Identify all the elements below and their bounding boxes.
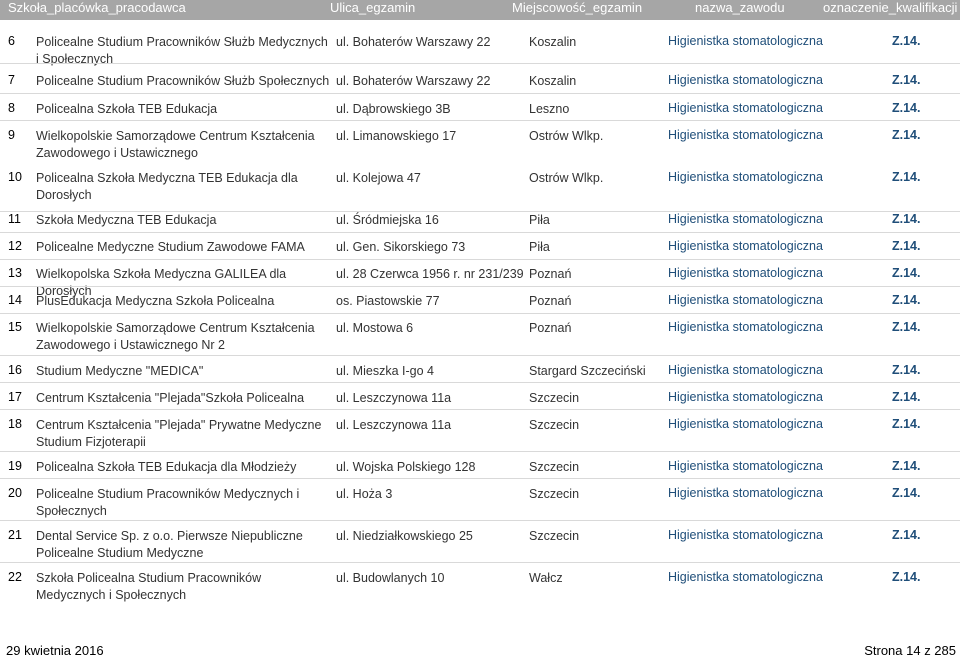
- profession-name: Higienistka stomatologiczna: [668, 570, 823, 584]
- row-number: 22: [8, 570, 22, 584]
- qualification-code: Z.14.: [892, 486, 921, 500]
- qualification-code: Z.14.: [892, 101, 921, 115]
- qualification-code: Z.14.: [892, 293, 921, 307]
- exam-city: Szczecin: [529, 487, 580, 501]
- exam-street: ul. Śródmiejska 16: [336, 213, 439, 227]
- row-number: 21: [8, 528, 22, 542]
- header-profession: nazwa_zawodu: [695, 0, 785, 15]
- school-name: Centrum Kształcenia "Plejada" Prywatne Medyczne Studium Fizjoterapii: [36, 418, 322, 449]
- qualification-code: Z.14.: [892, 212, 921, 226]
- exam-street: ul. Dąbrowskiego 3B: [336, 102, 451, 116]
- exam-city: Koszalin: [529, 35, 577, 49]
- profession-name: Higienistka stomatologiczna: [668, 459, 823, 473]
- profession-name: Higienistka stomatologiczna: [668, 212, 823, 226]
- school-name: Policealne Studium Pracowników Służb Medycznych i Społecznych: [36, 35, 328, 66]
- exam-street: ul. Mieszka I-go 4: [336, 364, 434, 378]
- row-number: 15: [8, 320, 22, 334]
- row-divider: [0, 286, 960, 287]
- exam-street: ul. Bohaterów Warszawy 22: [336, 74, 491, 88]
- school-name: Policealne Studium Pracowników Służb Społecznych: [36, 74, 330, 88]
- profession-name: Higienistka stomatologiczna: [668, 101, 823, 115]
- row-divider: [0, 63, 960, 64]
- qualification-code: Z.14.: [892, 363, 921, 377]
- qualification-code: Z.14.: [892, 128, 921, 142]
- exam-city: Piła: [529, 213, 550, 227]
- exam-street: ul. Budowlanych 10: [336, 571, 445, 585]
- qualification-code: Z.14.: [892, 390, 921, 404]
- school-name: Wielkopolskie Samorządowe Centrum Kształcenia Zawodowego i Ustawicznego: [36, 129, 315, 160]
- exam-city: Ostrów Wlkp.: [529, 129, 604, 143]
- exam-street: ul. Bohaterów Warszawy 22: [336, 35, 491, 49]
- qualification-code: Z.14.: [892, 266, 921, 280]
- profession-name: Higienistka stomatologiczna: [668, 417, 823, 431]
- exam-city: Ostrów Wlkp.: [529, 171, 604, 185]
- exam-city: Stargard Szczeciński: [529, 364, 646, 378]
- school-name: Szkoła Policealna Studium Pracowników Medycznych i Społecznych: [36, 571, 262, 602]
- school-name: Policealne Medyczne Studium Zawodowe FAMA: [36, 240, 305, 254]
- row-number: 18: [8, 417, 22, 431]
- profession-name: Higienistka stomatologiczna: [668, 170, 823, 184]
- school-name: Wielkopolska Szkoła Medyczna GALILEA dla Dorosłych: [36, 267, 287, 298]
- row-divider: [0, 451, 960, 452]
- row-number: 11: [8, 212, 21, 226]
- exam-city: Poznań: [529, 294, 572, 308]
- exam-street: ul. Mostowa 6: [336, 321, 414, 335]
- row-divider: [0, 232, 960, 233]
- school-name: Policealna Szkoła TEB Edukacja dla Młodzieży: [36, 460, 297, 474]
- exam-city: Szczecin: [529, 460, 580, 474]
- school-name: Policealne Studium Pracowników Medycznych i Społecznych: [36, 487, 300, 518]
- row-number: 7: [8, 73, 15, 87]
- profession-name: Higienistka stomatologiczna: [668, 34, 823, 48]
- school-name: Policealna Szkoła TEB Edukacja: [36, 102, 218, 116]
- row-number: 12: [8, 239, 22, 253]
- exam-city: Szczecin: [529, 391, 580, 405]
- row-number: 17: [8, 390, 22, 404]
- school-name: Policealna Szkoła Medyczna TEB Edukacja dla Dorosłych: [36, 171, 298, 202]
- profession-name: Higienistka stomatologiczna: [668, 73, 823, 87]
- exam-street: ul. Kolejowa 47: [336, 171, 421, 185]
- school-name: Szkoła Medyczna TEB Edukacja: [36, 213, 217, 227]
- exam-city: Piła: [529, 240, 550, 254]
- qualification-code: Z.14.: [892, 73, 921, 87]
- row-divider: [0, 478, 960, 479]
- qualification-code: Z.14.: [892, 528, 921, 542]
- row-divider: [0, 409, 960, 410]
- exam-city: Poznań: [529, 321, 572, 335]
- row-divider: [0, 520, 960, 521]
- exam-street: ul. Leszczynowa 11a: [336, 418, 452, 432]
- row-number: 16: [8, 363, 22, 377]
- row-divider: [0, 93, 960, 94]
- exam-street: ul. Niedziałkowskiego 25: [336, 529, 473, 543]
- exam-city: Poznań: [529, 267, 572, 281]
- qualification-code: Z.14.: [892, 417, 921, 431]
- row-divider: [0, 259, 960, 260]
- row-number: 19: [8, 459, 22, 473]
- exam-street: os. Piastowskie 77: [336, 294, 440, 308]
- qualification-code: Z.14.: [892, 570, 921, 584]
- exam-city: Wałcz: [529, 571, 563, 585]
- profession-name: Higienistka stomatologiczna: [668, 486, 823, 500]
- footer-date: 29 kwietnia 2016: [6, 643, 104, 658]
- exam-city: Szczecin: [529, 529, 580, 543]
- exam-city: Szczecin: [529, 418, 580, 432]
- row-divider: [0, 355, 960, 356]
- exam-street: ul. Leszczynowa 11a: [336, 391, 452, 405]
- row-divider: [0, 382, 960, 383]
- profession-name: Higienistka stomatologiczna: [668, 266, 823, 280]
- row-number: 6: [8, 34, 15, 48]
- exam-street: ul. Limanowskiego 17: [336, 129, 457, 143]
- row-divider: [0, 211, 960, 212]
- profession-name: Higienistka stomatologiczna: [668, 128, 823, 142]
- school-name: Studium Medyczne "MEDICA": [36, 364, 204, 378]
- row-divider: [0, 120, 960, 121]
- row-number: 20: [8, 486, 22, 500]
- header-qualification: oznaczenie_kwalifikacji: [823, 0, 958, 15]
- row-number: 14: [8, 293, 22, 307]
- row-number: 10: [8, 170, 22, 184]
- qualification-code: Z.14.: [892, 320, 921, 334]
- header-city: Miejscowość_egzamin: [512, 0, 643, 15]
- qualification-code: Z.14.: [892, 239, 921, 253]
- school-name: Centrum Kształcenia "Plejada"Szkoła Policealna: [36, 391, 305, 405]
- school-name: Wielkopolskie Samorządowe Centrum Kształcenia Zawodowego i Ustawicznego Nr 2: [36, 321, 315, 352]
- profession-name: Higienistka stomatologiczna: [668, 320, 823, 334]
- row-number: 9: [8, 128, 15, 142]
- row-divider: [0, 562, 960, 563]
- header-street: Ulica_egzamin: [330, 0, 416, 15]
- header-school: Szkoła_placówka_pracodawca: [8, 0, 186, 15]
- row-number: 13: [8, 266, 22, 280]
- qualification-code: Z.14.: [892, 459, 921, 473]
- profession-name: Higienistka stomatologiczna: [668, 293, 823, 307]
- footer-page-number: Strona 14 z 285: [864, 643, 956, 658]
- exam-street: ul. Wojska Polskiego 128: [336, 460, 476, 474]
- qualification-code: Z.14.: [892, 170, 921, 184]
- row-number: 8: [8, 101, 15, 115]
- exam-street: ul. Gen. Sikorskiego 73: [336, 240, 466, 254]
- row-divider: [0, 313, 960, 314]
- profession-name: Higienistka stomatologiczna: [668, 239, 823, 253]
- profession-name: Higienistka stomatologiczna: [668, 390, 823, 404]
- qualification-code: Z.14.: [892, 34, 921, 48]
- table-header: [0, 0, 960, 20]
- exam-street: ul. Hoża 3: [336, 487, 393, 501]
- exam-city: Leszno: [529, 102, 570, 116]
- school-name: Dental Service Sp. z o.o. Pierwsze Niepubliczne Policealne Studium Medyczne: [36, 529, 303, 560]
- exam-street: ul. 28 Czerwca 1956 r. nr 231/239: [336, 267, 524, 281]
- profession-name: Higienistka stomatologiczna: [668, 363, 823, 377]
- exam-city: Koszalin: [529, 74, 577, 88]
- school-name: PlusEdukacja Medyczna Szkoła Policealna: [36, 294, 275, 308]
- profession-name: Higienistka stomatologiczna: [668, 528, 823, 542]
